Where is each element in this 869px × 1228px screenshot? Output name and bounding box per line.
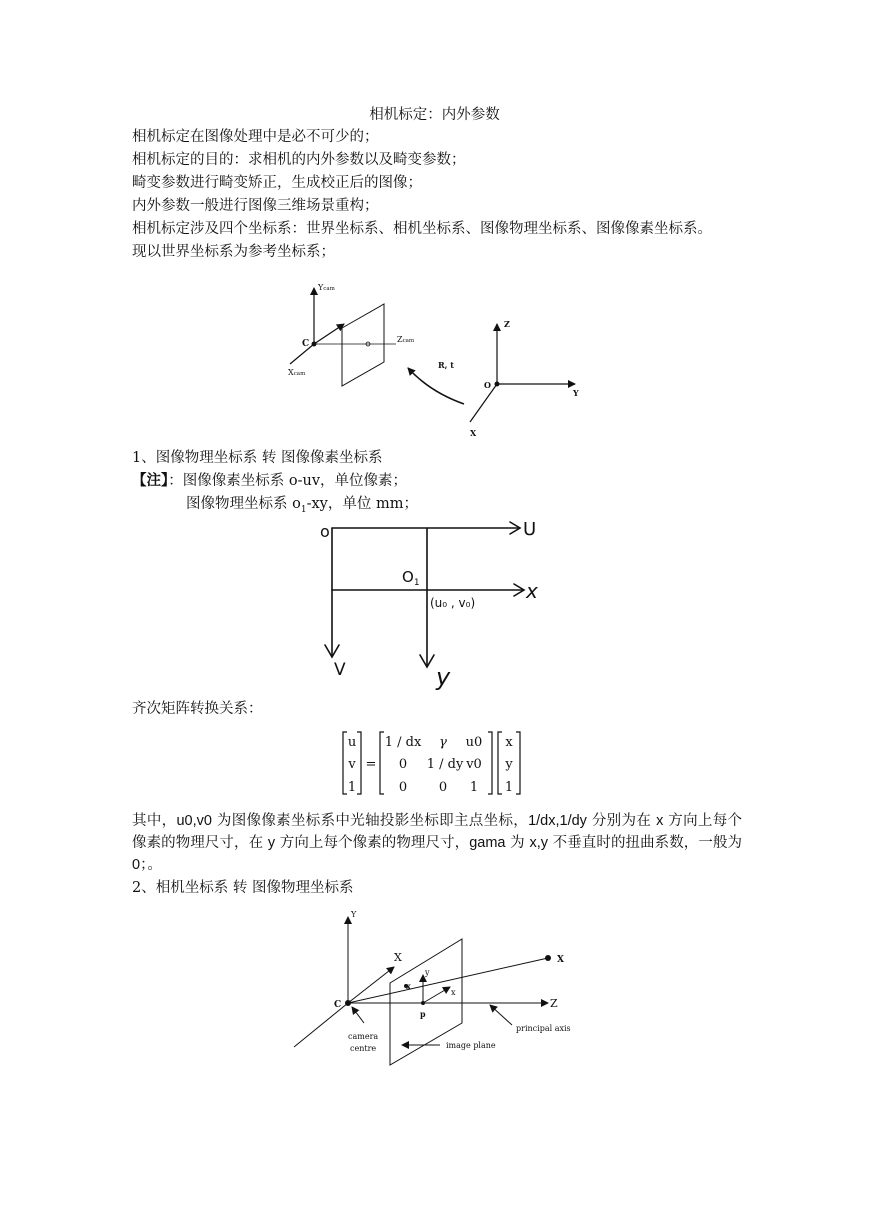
fig3-small-x-label: x xyxy=(406,981,411,991)
u-axis-label: U xyxy=(523,519,537,540)
x-axis-label: x xyxy=(526,579,538,603)
rhs-x: x xyxy=(505,735,513,750)
image-plane-label: image plane xyxy=(446,1041,496,1050)
figure-pinhole-projection xyxy=(290,905,620,1055)
fig3-x-axis-label: X xyxy=(394,951,402,964)
fig3-z-label: Z xyxy=(550,997,558,1010)
m-11: 1 / dx xyxy=(384,735,422,750)
svg-text:O1 xyxy=(402,568,420,588)
m-32: 0 xyxy=(438,780,448,795)
intro-line-2: 相机标定的目的：求相机的内外参数以及畸变参数； xyxy=(132,152,466,168)
centre-label: centre xyxy=(350,1044,377,1053)
rhs-1: 1 xyxy=(504,780,514,795)
rt-label: R, t xyxy=(438,360,454,370)
section1-heading: 1、图像物理坐标系 转 图像像素坐标系 xyxy=(132,450,383,466)
fig3-p-label: p xyxy=(420,1009,426,1019)
fig3-big-x-label: X xyxy=(557,955,564,965)
y-axis-label: y xyxy=(436,663,451,691)
o1-label: O xyxy=(402,568,414,586)
matrix-equation xyxy=(340,728,530,798)
equals-sign: = xyxy=(365,757,377,772)
m-21: 0 xyxy=(398,757,408,772)
section2-heading: 2、相机坐标系 转 图像物理坐标系 xyxy=(132,880,354,896)
m-31: 0 xyxy=(398,780,408,795)
lhs-u: u xyxy=(347,735,357,750)
note-line-1 xyxy=(132,470,407,492)
m-12: γ xyxy=(439,735,447,750)
ycam-label: Y xyxy=(318,283,324,292)
principal-axis-label: principal axis xyxy=(516,1024,571,1033)
lhs-1: 1 xyxy=(347,780,357,795)
camera-label: camera xyxy=(348,1032,379,1041)
note-text-2b: -xy，单位 mm； xyxy=(306,496,418,512)
rhs-y: y xyxy=(505,757,513,772)
lhs-v: v xyxy=(348,757,356,772)
intro-line-4: 内外参数一般进行图像三维场景重构； xyxy=(132,198,379,214)
world-x-label: X xyxy=(470,428,477,438)
svg-text:Ycam xyxy=(317,283,336,292)
fig3-small-y-label: y xyxy=(425,968,430,977)
matrix-label: 齐次矩阵转换关系： xyxy=(132,701,263,717)
xcam-subscript: cam xyxy=(293,371,306,377)
figure-pixel-physical xyxy=(310,515,550,695)
m-33: 1 xyxy=(469,780,479,795)
page-title: 相机标定：内外参数 xyxy=(369,107,500,123)
principal-point-label: (u₀ , v₀) xyxy=(430,596,476,610)
fig3-c-label: C xyxy=(334,1000,342,1010)
note-text-1: ：图像像素坐标系 o-uv，单位像素； xyxy=(168,473,408,489)
note-text-2a: 图像物理坐标系 o xyxy=(186,496,301,512)
c-label: C xyxy=(302,339,310,349)
zcam-label: Z xyxy=(397,335,403,344)
xcam-label: X xyxy=(288,368,294,377)
svg-text:Zcam xyxy=(397,335,415,344)
world-o-label: O xyxy=(484,380,491,390)
o1-subscript: 1 xyxy=(413,578,420,588)
fig3-y-label: Y xyxy=(351,910,357,919)
m-13: u0 xyxy=(465,735,483,750)
explanation-paragraph: 其中，u0,v0 为图像像素坐标系中光轴投影坐标即主点坐标，1/dx,1/dy 分别为在 x 方向上每个像素的物理尺寸，在 y 方向上每个像素的物理尺寸，gama 为 x,y 不垂直时的扭曲系数，一般为 0；。 xyxy=(132,813,743,873)
fig3-small-x2-label: x xyxy=(451,988,456,997)
note-prefix: 【注】 xyxy=(132,472,169,489)
zcam-subscript: cam xyxy=(402,338,415,344)
origin-o-label: o xyxy=(320,522,330,541)
intro-line-5: 相机标定涉及四个坐标系：世界坐标系、相机坐标系、图像物理坐标系、图像像素坐标系。 xyxy=(132,221,712,237)
note-subscript: 1 xyxy=(300,504,307,515)
intro-line-1: 相机标定在图像处理中是必不可少的； xyxy=(132,129,379,145)
figure-camera-world xyxy=(280,280,600,440)
v-axis-label: V xyxy=(334,660,346,680)
intro-line-6: 现以世界坐标系为参考坐标系； xyxy=(132,244,335,260)
m-23: v0 xyxy=(466,757,482,772)
world-y-label: Y xyxy=(573,388,579,398)
intro-line-3: 畸变参数进行畸变矫正，生成校正后的图像； xyxy=(132,175,422,191)
ycam-subscript: cam xyxy=(323,286,335,292)
svg-text:Xcam xyxy=(288,368,306,377)
m-22: 1 / dy xyxy=(426,757,464,772)
world-z-label: Z xyxy=(504,319,510,329)
